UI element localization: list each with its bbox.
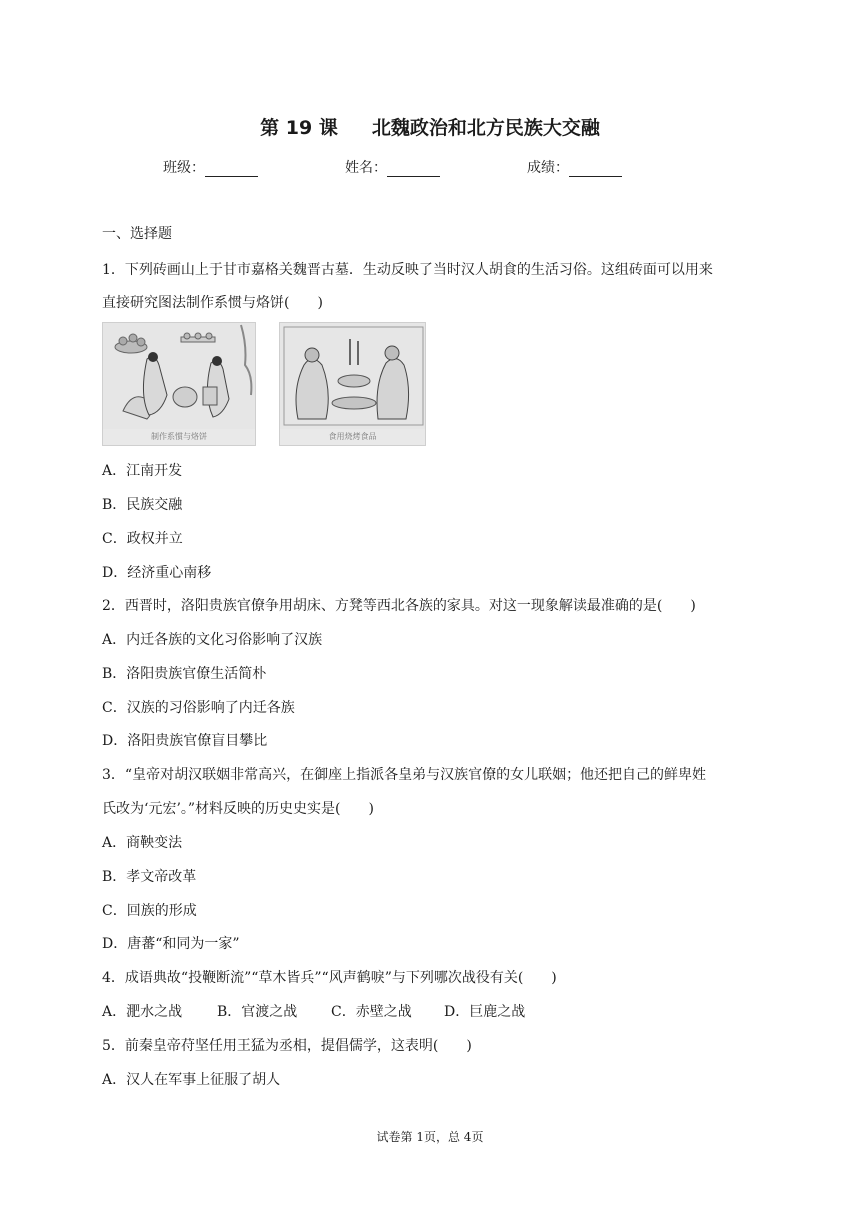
question-1-option-b[interactable]: B．民族交融 [102, 497, 183, 513]
question-4-option-a[interactable]: A．淝水之战 [102, 1004, 183, 1020]
question-3-line-2: 氏改为‘元宏’。”材料反映的历史史实是( ) [102, 801, 374, 817]
question-3-option-b[interactable]: B．孝文帝改革 [102, 869, 197, 885]
brick-painting-right [279, 322, 426, 446]
question-1-line-2: 直接研究图法制作系惯与烙饼( ) [102, 295, 323, 311]
question-4-option-c[interactable]: C．赤壁之战 [331, 1004, 412, 1020]
section-heading: 一、选择题 [102, 226, 172, 242]
question-4-option-d[interactable]: D．巨鹿之战 [444, 1004, 526, 1020]
question-5-stem: 5．前秦皇帝苻坚任用王猛为丞相，提倡儒学，这表明( ) [102, 1038, 472, 1054]
left-picture-caption: 制作系惯与烙饼 [151, 432, 207, 441]
question-4-option-b[interactable]: B．官渡之战 [217, 1004, 298, 1020]
page-footer: 试卷第 1页，总 4页 [376, 1130, 484, 1144]
class-field [163, 157, 258, 177]
question-1-option-d[interactable]: D．经济重心南移 [102, 565, 212, 581]
name-field [345, 157, 440, 177]
lesson-number: 第 19 课 [260, 117, 338, 139]
page-title [0, 113, 860, 140]
lesson-topic: 北魏政治和北方民族大交融 [371, 117, 600, 139]
name-label: 姓名： [345, 160, 387, 176]
score-label: 成绩： [527, 160, 569, 176]
question-4-stem: 4．成语典故“投鞭断流”“草木皆兵”“风声鹤唳”与下列哪次战役有关( ) [102, 970, 557, 986]
class-label: 班级： [163, 160, 205, 176]
brick-painting-left [102, 322, 256, 446]
question-1-line-1: 1．下列砖画山上于甘市嘉格关魏晋古墓．生动反映了当时汉人胡食的生活习俗。这组砖面可以用来 [102, 262, 713, 278]
brick-painting-figure [102, 322, 426, 446]
question-2-option-a[interactable]: A．内迁各族的文化习俗影响了汉族 [102, 632, 323, 648]
question-1-option-c[interactable]: C．政权并立 [102, 531, 183, 547]
question-3-line-1: 3．“皇帝对胡汉联姻非常高兴，在御座上指派各皇弟与汉族官僚的女儿联姻；他还把自己的鲜卑姓 [102, 767, 707, 783]
question-3-option-c[interactable]: C．回族的形成 [102, 903, 197, 919]
question-2-stem: 2．西晋时，洛阳贵族官僚争用胡床、方凳等西北各族的家具。对这一现象解读最准确的是( ) [102, 598, 696, 614]
question-4-options [102, 1001, 525, 1021]
score-blank[interactable] [569, 161, 622, 177]
question-5-option-a[interactable]: A．汉人在军事上征服了胡人 [102, 1072, 281, 1088]
name-blank[interactable] [387, 161, 440, 177]
score-field [527, 157, 622, 177]
question-1-option-a[interactable]: A．江南开发 [102, 463, 183, 479]
question-2-option-c[interactable]: C．汉族的习俗影响了内迁各族 [102, 700, 295, 716]
question-3-option-d[interactable]: D．唐蕃“和同为一家” [102, 936, 240, 952]
class-blank[interactable] [205, 161, 258, 177]
question-2-option-d[interactable]: D．洛阳贵族官僚盲目攀比 [102, 733, 268, 749]
right-picture-caption: 食用烧烤食品 [328, 432, 377, 441]
question-3-option-a[interactable]: A．商鞅变法 [102, 835, 183, 851]
question-2-option-b[interactable]: B．洛阳贵族官僚生活简朴 [102, 666, 267, 682]
